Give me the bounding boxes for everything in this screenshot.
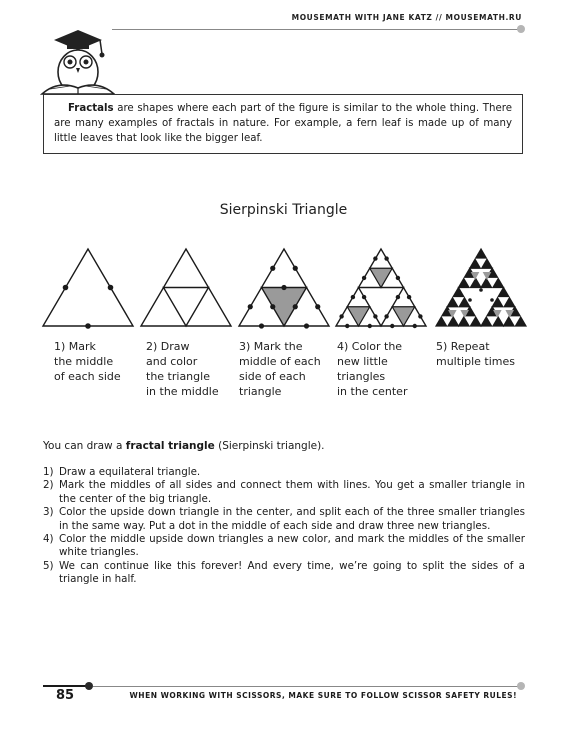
instruction-text: Mark the middles of all sides and connect them with lines. You get a smaller triangle in the center of the big triangle. xyxy=(59,479,525,505)
lead-bold: fractal triangle xyxy=(125,440,215,452)
footer-text: WHEN WORKING WITH SCISSORS, MAKE SURE TO FOLLOW SCISSOR SAFETY RULES! xyxy=(129,691,517,700)
sierpinski-illustrations xyxy=(0,240,567,335)
instruction-text: Color the middle upside down triangles a new color, and mark the middles of the smaller white triangles. xyxy=(59,533,525,559)
instruction-item xyxy=(43,466,525,479)
instructions-lead xyxy=(43,440,325,452)
footer-rule-dark-dot xyxy=(85,682,93,690)
instruction-number: 3) xyxy=(43,506,54,519)
header-rule-end-dot xyxy=(517,25,525,33)
instruction-item xyxy=(43,479,525,506)
instruction-item xyxy=(43,533,525,560)
instruction-number: 2) xyxy=(43,479,54,492)
instruction-number: 5) xyxy=(43,559,54,572)
instruction-item xyxy=(43,506,525,533)
page-title: Sierpinski Triangle xyxy=(219,202,348,218)
step-5-label: 5) Repeat multiple times xyxy=(436,340,515,368)
step-1-triangle xyxy=(43,249,133,329)
step-2-label: 2) Draw and color the triangle in the middle xyxy=(146,340,219,398)
instruction-list xyxy=(43,466,525,587)
intro-text: are shapes where each part of the figure is similar to the whole thing. There are many examples of fractals in nature. For example, a fern leaf is made up of many little leaves that look like the bigger leaf. xyxy=(54,103,512,144)
step-1-label: 1) Mark the middle of each side xyxy=(54,340,121,383)
step-4-triangle xyxy=(336,249,426,328)
header-rule xyxy=(112,29,522,30)
footer-rule-end-dot xyxy=(517,682,525,690)
lead-before: You can draw a xyxy=(43,440,126,452)
intro-box xyxy=(43,94,523,154)
header-text: MOUSEMATH WITH JANE KATZ // MOUSEMATH.RU xyxy=(291,13,522,22)
step-5-triangle xyxy=(436,249,526,326)
intro-term: Fractals xyxy=(68,103,114,114)
instruction-text: Color the upside down triangle in the center, and split each of the three smaller triangles in the same way. Put a dot in the middle of each side and draw three new triangles. xyxy=(59,506,525,532)
step-2-triangle xyxy=(141,249,231,326)
step-3-triangle xyxy=(239,249,329,329)
lead-after: (Sierpinski triangle). xyxy=(214,440,325,452)
step-3-label: 3) Mark the middle of each side of each triangle xyxy=(239,340,321,398)
footer-rule xyxy=(93,686,519,687)
instruction-text: We can continue like this forever! And every time, we’re going to split the sides of a triangle in half. xyxy=(59,559,525,586)
instruction-number: 1) xyxy=(43,466,54,478)
instruction-text: Draw a equilateral triangle. xyxy=(59,466,201,478)
instruction-number: 4) xyxy=(43,533,54,546)
page-number: 85 xyxy=(56,688,75,703)
step-4-label: 4) Color the new little triangles in the center xyxy=(337,340,408,398)
owl-reading-icon xyxy=(40,28,115,98)
footer-rule-dark xyxy=(43,685,89,687)
instruction-item xyxy=(43,560,525,587)
